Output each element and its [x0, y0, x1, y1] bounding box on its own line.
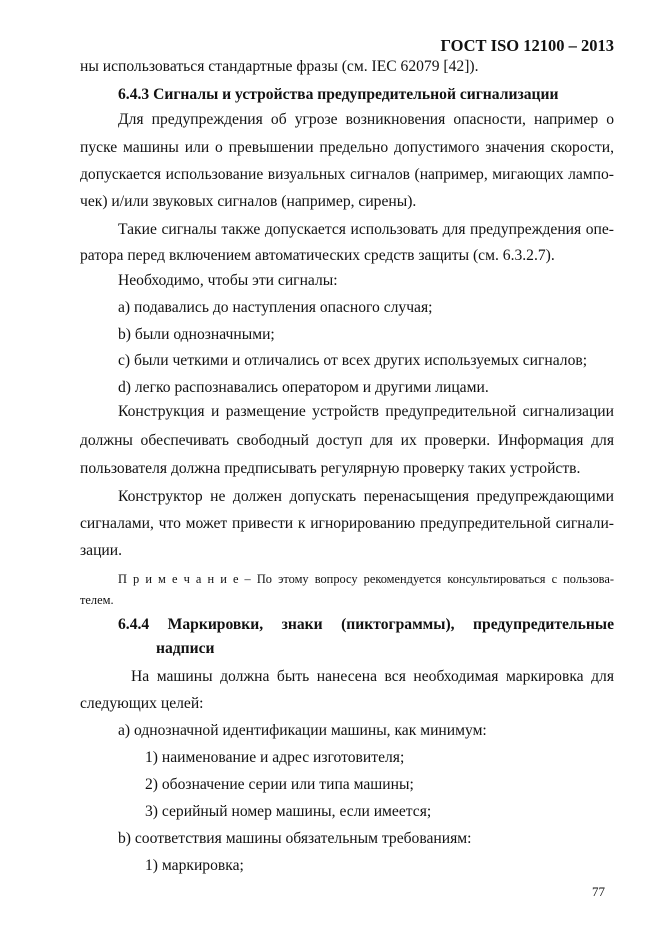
paragraph-line: Конструктор не должен допускать перенасыщения предупреждающими: [118, 488, 614, 505]
list-item: b) соответствия машины обязательным требованиям:: [118, 830, 472, 847]
sub-list-item: 1) маркировка;: [145, 857, 244, 874]
list-item: a) однозначной идентификации машины, как минимум:: [118, 722, 487, 739]
list-item: d) легко распознавались оператором и другими лицами.: [118, 379, 489, 396]
section-heading-6-4-3: 6.4.3 Сигналы и устройства предупредительной сигнализации: [118, 86, 559, 103]
paragraph-line: пользователя должна предписывать регулярную проверку таких устройств.: [80, 460, 581, 477]
sub-list-item: 3) серийный номер машины, если имеется;: [145, 803, 432, 820]
document-header: ГОСТ ISO 12100 – 2013: [440, 36, 614, 55]
sub-list-item: 1) наименование и адрес изготовителя;: [145, 749, 405, 766]
list-item: c) были четкими и отличались от всех других используемых сигналов;: [118, 352, 588, 369]
paragraph-line: сигналами, что может привести к игнорированию предупредительной сигнали-: [80, 515, 614, 532]
text-line: ны использоваться стандартные фразы (см. IEC 62079 [42]).: [80, 58, 479, 75]
paragraph-line: пуске машины или о превышении предельно допустимого значения скорости,: [80, 139, 614, 156]
paragraph-line: Необходимо, чтобы эти сигналы:: [118, 272, 338, 289]
note-line: телем.: [80, 593, 114, 607]
paragraph-line: чек) и/или звуковых сигналов (например, сирены).: [80, 193, 417, 210]
paragraph-line: должны обеспечивать свободный доступ для их проверки. Информация для: [80, 432, 614, 449]
list-item: a) подавались до наступления опасного случая;: [118, 299, 433, 316]
paragraph-line: Для предупреждения об угрозе возникновения опасности, например о: [118, 111, 614, 128]
paragraph-line: На машины должна быть нанесена вся необходимая маркировка для: [131, 668, 614, 685]
section-heading-6-4-4: 6.4.4 Маркировки, знаки (пиктограммы), предупредительные: [118, 616, 614, 633]
section-heading-continuation: надписи: [156, 640, 215, 657]
paragraph-line: допускается использование визуальных сигналов (например, мигающих лампо-: [80, 166, 614, 183]
paragraph-line: зации.: [80, 542, 123, 559]
note-line: П р и м е ч а н и е – По этому вопросу рекомендуется консультироваться с пользова-: [118, 572, 614, 586]
page-number: 77: [592, 884, 605, 899]
sub-list-item: 2) обозначение серии или типа машины;: [145, 776, 414, 793]
paragraph-line: следующих целей:: [80, 695, 204, 712]
paragraph-line: ратора перед включением автоматических средств защиты (см. 6.3.2.7).: [80, 247, 555, 264]
paragraph-line: Конструкция и размещение устройств предупредительной сигнализации: [118, 403, 614, 420]
paragraph-line: Такие сигналы также допускается использовать для предупреждения опе-: [118, 221, 614, 238]
list-item: b) были однозначными;: [118, 326, 275, 343]
